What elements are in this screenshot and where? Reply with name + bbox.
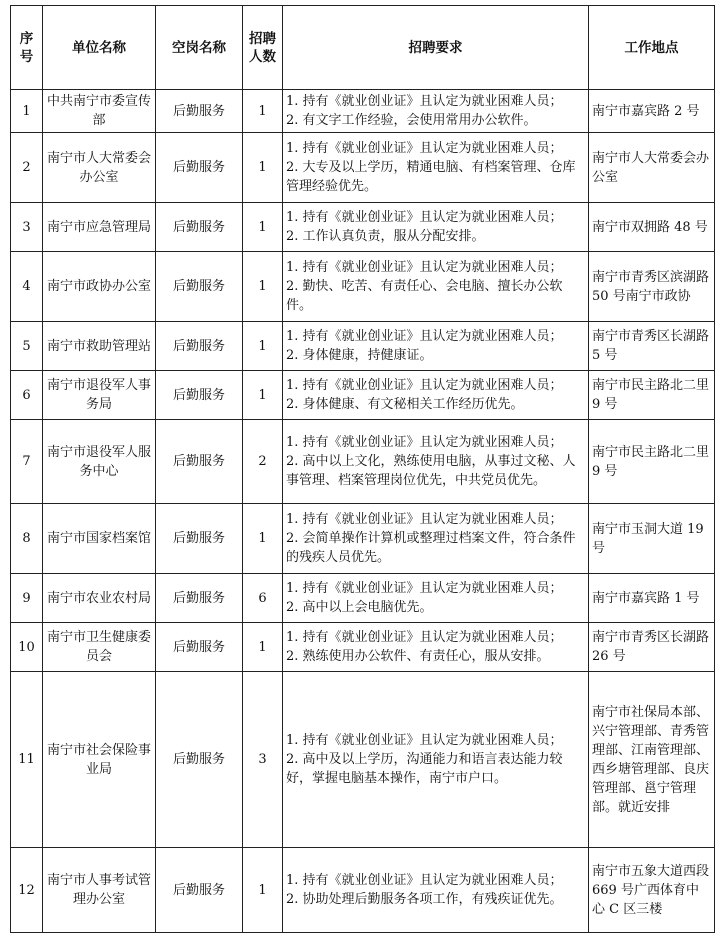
row-number: 9 bbox=[11, 574, 43, 623]
work-location: 南宁市民主路北二里 9 号 bbox=[589, 420, 715, 504]
header-no: 序号 bbox=[11, 6, 43, 90]
unit-name: 中共南宁市委宣传部 bbox=[43, 90, 156, 133]
row-number: 11 bbox=[11, 672, 43, 848]
post-name: 后勤服务 bbox=[156, 371, 243, 420]
row-number: 4 bbox=[11, 252, 43, 322]
table-row bbox=[11, 322, 715, 371]
header-unit: 单位名称 bbox=[43, 6, 156, 90]
post-name: 后勤服务 bbox=[156, 420, 243, 504]
requirements bbox=[283, 133, 589, 203]
table-row bbox=[11, 848, 715, 933]
requirement-line: 1. 持有《就业创业证》且认定为就业困难人员； bbox=[286, 581, 563, 596]
unit-name: 南宁市人事考试管理办公室 bbox=[43, 848, 156, 933]
requirement-line: 2. 高中以上会电脑优先。 bbox=[286, 600, 433, 615]
post-name: 后勤服务 bbox=[156, 133, 243, 203]
unit-name: 南宁市退役军人事务局 bbox=[43, 371, 156, 420]
row-number: 8 bbox=[11, 504, 43, 574]
hire-count: 1 bbox=[243, 371, 283, 420]
row-number: 1 bbox=[11, 90, 43, 133]
header-location: 工作地点 bbox=[589, 6, 715, 90]
table-row bbox=[11, 420, 715, 504]
unit-name: 南宁市政协办公室 bbox=[43, 252, 156, 322]
unit-name: 南宁市退役军人服务中心 bbox=[43, 420, 156, 504]
requirement-line: 2. 身体健康，持健康证。 bbox=[286, 348, 433, 363]
unit-name: 南宁市应急管理局 bbox=[43, 203, 156, 252]
requirement-line: 1. 持有《就业创业证》且认定为就业困难人员； bbox=[286, 435, 563, 450]
requirements bbox=[283, 574, 589, 623]
unit-name: 南宁市人大常委会办公室 bbox=[43, 133, 156, 203]
post-name: 后勤服务 bbox=[156, 848, 243, 933]
post-name: 后勤服务 bbox=[156, 504, 243, 574]
hire-count: 1 bbox=[243, 203, 283, 252]
table-row bbox=[11, 252, 715, 322]
requirement-line: 2. 协助处理后勤服务各项工作，有残疾证优先。 bbox=[286, 892, 563, 907]
requirements bbox=[283, 420, 589, 504]
hire-count: 1 bbox=[243, 252, 283, 322]
requirement-line: 1. 持有《就业创业证》且认定为就业困难人员； bbox=[286, 873, 563, 888]
post-name: 后勤服务 bbox=[156, 623, 243, 672]
table-row bbox=[11, 203, 715, 252]
requirements bbox=[283, 371, 589, 420]
work-location: 南宁市五象大道西段 669 号广西体育中心 C 区三楼 bbox=[589, 848, 715, 933]
requirement-line: 1. 持有《就业创业证》且认定为就业困难人员； bbox=[286, 733, 563, 748]
hire-count: 3 bbox=[243, 672, 283, 848]
row-number: 5 bbox=[11, 322, 43, 371]
row-number: 2 bbox=[11, 133, 43, 203]
hire-count: 6 bbox=[243, 574, 283, 623]
unit-name: 南宁市国家档案馆 bbox=[43, 504, 156, 574]
requirements bbox=[283, 672, 589, 848]
requirement-line: 2. 勤快、吃苦、有责任心、会电脑、擅长办公软件。 bbox=[286, 279, 563, 313]
requirement-line: 1. 持有《就业创业证》且认定为就业困难人员； bbox=[286, 630, 563, 645]
unit-name: 南宁市农业农村局 bbox=[43, 574, 156, 623]
unit-name: 南宁市救助管理站 bbox=[43, 322, 156, 371]
requirement-line: 2. 工作认真负责，服从分配安排。 bbox=[286, 229, 485, 244]
requirements bbox=[283, 90, 589, 133]
row-number: 3 bbox=[11, 203, 43, 252]
post-name: 后勤服务 bbox=[156, 252, 243, 322]
requirement-line: 2. 身体健康、有文秘相关工作经历优先。 bbox=[286, 397, 524, 412]
post-name: 后勤服务 bbox=[156, 322, 243, 371]
work-location: 南宁市嘉宾路 1 号 bbox=[589, 574, 715, 623]
requirement-line: 1. 持有《就业创业证》且认定为就业困难人员； bbox=[286, 210, 563, 225]
table-row bbox=[11, 504, 715, 574]
work-location: 南宁市民主路北二里 9 号 bbox=[589, 371, 715, 420]
header-count: 招聘人数 bbox=[243, 6, 283, 90]
table-header-row bbox=[11, 6, 715, 90]
requirement-line: 2. 高中及以上学历，沟通能力和语言表达能力较好，掌握电脑基本操作，南宁市户口。 bbox=[286, 752, 563, 786]
row-number: 10 bbox=[11, 623, 43, 672]
requirement-line: 2. 高中以上文化，熟练使用电脑，从事过文秘、人事管理、档案管理岗位优先，中共党员优先。 bbox=[286, 454, 576, 488]
work-location: 南宁市双拥路 48 号 bbox=[589, 203, 715, 252]
work-location: 南宁市青秀区长湖路 26 号 bbox=[589, 623, 715, 672]
requirement-line: 1. 持有《就业创业证》且认定为就业困难人员； bbox=[286, 329, 563, 344]
post-name: 后勤服务 bbox=[156, 203, 243, 252]
requirement-line: 2. 大专及以上学历，精通电脑、有档案管理、仓库管理经验优先。 bbox=[286, 160, 576, 194]
unit-name: 南宁市卫生健康委员会 bbox=[43, 623, 156, 672]
recruitment-table bbox=[10, 5, 715, 933]
work-location: 南宁市玉洞大道 19 号 bbox=[589, 504, 715, 574]
requirement-line: 1. 持有《就业创业证》且认定为就业困难人员； bbox=[286, 512, 563, 527]
table-row bbox=[11, 133, 715, 203]
requirement-line: 1. 持有《就业创业证》且认定为就业困难人员； bbox=[286, 141, 563, 156]
work-location: 南宁市嘉宾路 2 号 bbox=[589, 90, 715, 133]
hire-count: 1 bbox=[243, 504, 283, 574]
requirement-line: 1. 持有《就业创业证》且认定为就业困难人员； bbox=[286, 260, 563, 275]
table-row bbox=[11, 90, 715, 133]
hire-count: 1 bbox=[243, 90, 283, 133]
requirements bbox=[283, 203, 589, 252]
post-name: 后勤服务 bbox=[156, 574, 243, 623]
hire-count: 2 bbox=[243, 420, 283, 504]
work-location: 南宁市社保局本部、兴宁管理部、青秀管理部、江南管理部、西乡塘管理部、良庆管理部、邕宁管理部。就近安排 bbox=[589, 672, 715, 848]
hire-count: 1 bbox=[243, 133, 283, 203]
row-number: 6 bbox=[11, 371, 43, 420]
header-post: 空岗名称 bbox=[156, 6, 243, 90]
hire-count: 1 bbox=[243, 322, 283, 371]
table-row bbox=[11, 371, 715, 420]
table-row bbox=[11, 623, 715, 672]
requirements bbox=[283, 504, 589, 574]
hire-count: 1 bbox=[243, 848, 283, 933]
table-row bbox=[11, 574, 715, 623]
work-location: 南宁市青秀区长湖路 5 号 bbox=[589, 322, 715, 371]
requirement-line: 1. 持有《就业创业证》且认定为就业困难人员； bbox=[286, 378, 563, 393]
requirements bbox=[283, 848, 589, 933]
requirement-line: 2. 有文字工作经验，会使用常用办公软件。 bbox=[286, 113, 537, 128]
requirements bbox=[283, 623, 589, 672]
requirement-line: 2. 会简单操作计算机或整理过档案文件，符合条件的残疾人员优先。 bbox=[286, 531, 576, 565]
header-requirements: 招聘要求 bbox=[283, 6, 589, 90]
hire-count: 1 bbox=[243, 623, 283, 672]
post-name: 后勤服务 bbox=[156, 90, 243, 133]
requirement-line: 1. 持有《就业创业证》且认定为就业困难人员； bbox=[286, 94, 563, 109]
table-body bbox=[11, 90, 715, 933]
work-location: 南宁市青秀区滨湖路 50 号南宁市政协 bbox=[589, 252, 715, 322]
requirement-line: 2. 熟练使用办公软件、有责任心，服从安排。 bbox=[286, 649, 550, 664]
post-name: 后勤服务 bbox=[156, 672, 243, 848]
row-number: 12 bbox=[11, 848, 43, 933]
requirements bbox=[283, 322, 589, 371]
unit-name: 南宁市社会保险事业局 bbox=[43, 672, 156, 848]
row-number: 7 bbox=[11, 420, 43, 504]
work-location: 南宁市人大常委会办公室 bbox=[589, 133, 715, 203]
requirements bbox=[283, 252, 589, 322]
table-row bbox=[11, 672, 715, 848]
